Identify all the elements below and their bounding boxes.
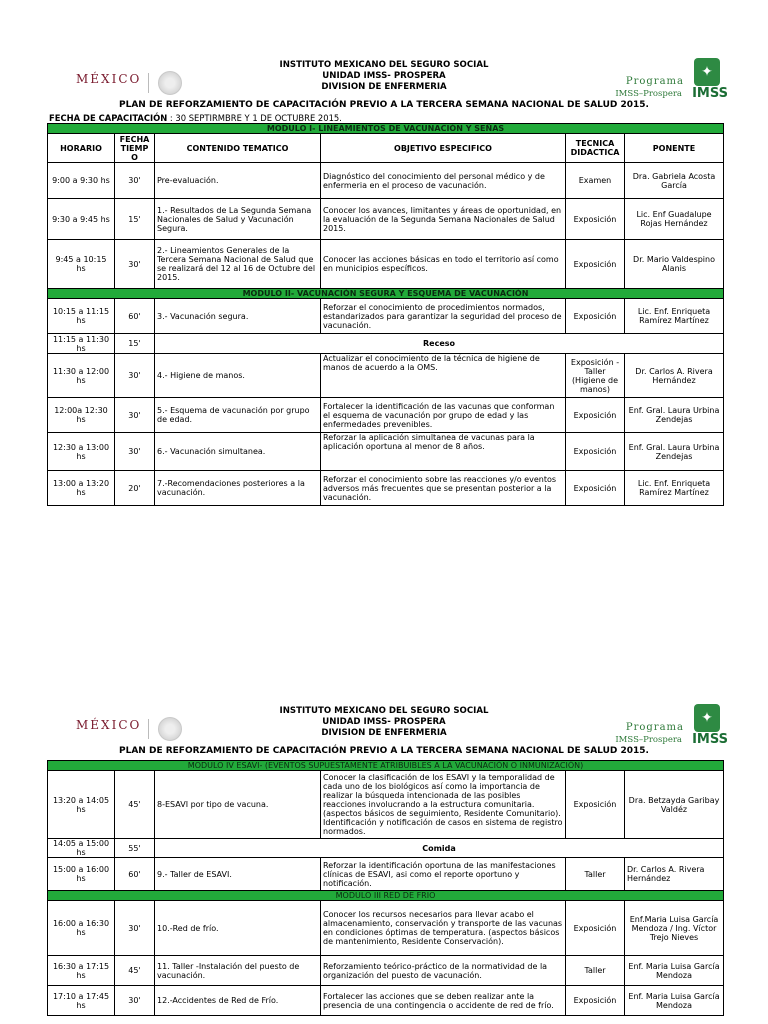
cell-contenido: 11. Taller -Instalación del puesto de vacunación. [155,956,321,986]
table-header-row [48,134,724,163]
table-row [48,163,724,199]
cell-objetivo: Reforzar el conocimiento de procedimientos normados, estandarizados para garantizar la seguridad del proceso de vacunación. [321,299,566,334]
break-row [48,839,724,858]
cell-tiempo: 30' [115,398,155,433]
cell-tiempo: 45' [115,771,155,839]
col-header-objetivo: OBJETIVO ESPECIFICO [321,134,566,163]
cell-objetivo: Reforzar la identificación oportuna de las manifestaciones clínicas de ESAVI, asi como el reporte oportuno y notificación. [321,858,566,891]
division-name: DIVISION DE ENFERMERIA [321,82,447,92]
table-row [48,354,724,398]
module-band [48,891,724,901]
cell-tiempo: 60' [115,858,155,891]
cell-horario: 15:00 a 16:00 hs [48,858,115,891]
cell-tiempo: 45' [115,956,155,986]
imss-eagle-icon: ✦ [694,704,720,732]
break-label: Comida [155,839,724,858]
cell-ponente: Enf.Maria Luisa García Mendoza / Ing. Víctor Trejo Nieves [625,901,724,956]
cell-tecnica: Taller [566,956,625,986]
module-title: MODULO IV ESAVI- (EVENTOS SUPUESTAMENTE ATRIBUIBLES A LA VACUNACIÓN O INMUNIZACIÓN) [48,761,724,771]
imss-logo-text: IMSS [692,732,728,747]
table-row [48,471,724,506]
break-label: Receso [155,334,724,354]
cell-horario: 12:30 a 13:00 hs [48,433,115,471]
cell-objetivo: Diagnóstico del conocimiento del personal médico y de enfermeria en el proceso de vacunación. [321,163,566,199]
table-row [48,986,724,1016]
imss-eagle-icon: ✦ [694,58,720,86]
institution-name: INSTITUTO MEXICANO DEL SEGURO SOCIAL [279,60,489,70]
cell-ponente: Lic. Enf. Enriqueta Ramírez Martínez [625,299,724,334]
cell-ponente: Enf. Maria Luisa García Mendoza [625,986,724,1016]
cell-tiempo: 55' [115,839,155,858]
col-header-tiempo: FECHA TIEMP O [115,134,155,163]
cell-ponente: Dra. Betzayda Garibay Valdéz [625,771,724,839]
cell-tecnica: Exposición [566,986,625,1016]
cell-tiempo: 30' [115,354,155,398]
table-row [48,771,724,839]
cell-horario: 9:45 a 10:15 hs [48,240,115,289]
division-name: DIVISION DE ENFERMERIA [321,728,447,738]
document-page-2 [0,702,768,1016]
cell-horario: 14:05 a 15:00 hs [48,839,115,858]
col-header-contenido: CONTENIDO TEMATICO [155,134,321,163]
cell-horario: 12:00a 12:30 hs [48,398,115,433]
cell-contenido: 8-ESAVI por tipo de vacuna. [155,771,321,839]
table-row [48,240,724,289]
cell-objetivo: Fortalecer la identificación de las vacunas que conforman el esquema de vacunación por grupo de edad y las enfermedades prevenibles. [321,398,566,433]
cell-objetivo: Conocer las acciones básicas en todo el territorio así como en municipios específicos. [321,240,566,289]
cell-ponente: Enf. Maria Luisa García Mendoza [625,956,724,986]
cell-tecnica: Exposición - Taller (Higiene de manos) [566,354,625,398]
cell-tiempo: 20' [115,471,155,506]
cell-contenido: 10.-Red de frío. [155,901,321,956]
cell-tiempo: 30' [115,240,155,289]
cell-objetivo: Conocer los recursos necesarios para llevar acabo el almacenamiento, conservación y transporte de las vacunas en condiciones óptimas de temperatura. (aspectos básicos de mantenimiento, Residente Conservación). [321,901,566,956]
plan-title: PLAN DE REFORZAMIENTO DE CAPACITACIÓN PREVIO A LA TERCERA SEMANA NACIONAL DE SALUD 2015. [119,746,649,756]
cell-tecnica: Exposición [566,199,625,240]
cell-tecnica: Exposición [566,299,625,334]
cell-horario: 13:20 a 14:05 hs [48,771,115,839]
cell-ponente: Dr. Mario Valdespino Alanis [625,240,724,289]
cell-tecnica: Exposición [566,901,625,956]
cell-ponente: Dr. Carlos A. Rivera Hernández [625,354,724,398]
cell-ponente: Dra. Gabriela Acosta García [625,163,724,199]
cell-ponente: Enf. Gral. Laura Urbina Zendejas [625,398,724,433]
cell-tecnica: Exposición [566,471,625,506]
unit-name: UNIDAD IMSS- PROSPERA [322,717,446,727]
cell-tiempo: 15' [115,199,155,240]
cell-tiempo: 60' [115,299,155,334]
schedule-table-page-2 [47,760,724,1016]
training-date [49,114,768,123]
cell-objetivo: Conocer los avances, limitantes y áreas de oportunidad, en la evaluación de la Segunda Semana Nacionales de Salud 2015. [321,199,566,240]
cell-tiempo: 30' [115,433,155,471]
cell-tecnica: Exposición [566,398,625,433]
cell-tecnica: Exposición [566,240,625,289]
cell-objetivo: Reforzamiento teórico-práctico de la normatividad de la organización del puesto de vacunación. [321,956,566,986]
institution-name: INSTITUTO MEXICANO DEL SEGURO SOCIAL [279,706,489,716]
module-band [48,124,724,134]
cell-ponente: Dr. Carlos A. Rivera Hernández [625,858,724,891]
cell-tecnica: Exposición [566,433,625,471]
prospera-label: IMSS–Prospera [615,735,682,745]
cell-contenido: 1.- Resultados de La Segunda Semana Nacionales de Salud y Vacunación Segura. [155,199,321,240]
cell-contenido: 5.- Esquema de vacunación por grupo de edad. [155,398,321,433]
table-row [48,199,724,240]
break-row [48,334,724,354]
cell-contenido: 7.-Recomendaciones posteriores a la vacunación. [155,471,321,506]
module-title: MODULO III RED DE FRIO [48,891,724,901]
table-row [48,433,724,471]
prospera-label: IMSS–Prospera [615,89,682,99]
cell-objetivo: Actualizar el conocimiento de la técnica de higiene de manos de acuerdo a la OMS. [321,354,566,398]
cell-contenido: 2.- Lineamientos Generales de la Tercera Semana Nacional de Salud que se realizará del 12 al 16 de Octubre del 2015. [155,240,321,289]
cell-tiempo: 30' [115,986,155,1016]
module-title: MODULO II- VACUNACIÓN SEGURA Y ESQUEMA DE VACUNACIÓN [48,289,724,299]
table-row [48,858,724,891]
cell-contenido: 4.- Higiene de manos. [155,354,321,398]
table-row [48,299,724,334]
cell-tecnica: Examen [566,163,625,199]
cell-tecnica: Taller [566,858,625,891]
schedule-table-page-1 [47,123,724,506]
cell-tiempo: 15' [115,334,155,354]
cell-horario: 11:30 a 12:00 hs [48,354,115,398]
programa-label: Programa [625,722,684,733]
cell-ponente: Enf. Gral. Laura Urbina Zendejas [625,433,724,471]
col-header-tecnica: TECNICA DIDACTICA [566,134,625,163]
cell-ponente: Lic. Enf. Enriqueta Ramírez Martínez [625,471,724,506]
programa-label: Programa [625,76,684,87]
cell-horario: 17:10 a 17:45 hs [48,986,115,1016]
table-row [48,901,724,956]
training-date-value: : 30 SEPTIRMBRE Y 1 DE OCTUBRE 2015. [167,113,342,123]
cell-horario: 9:30 a 9:45 hs [48,199,115,240]
cell-contenido: 3.- Vacunación segura. [155,299,321,334]
cell-contenido: 9.- Taller de ESAVI. [155,858,321,891]
imss-logo-text: IMSS [692,86,728,101]
cell-objetivo: Conocer la clasificación de los ESAVI y la temporalidad de cada uno de los biológicos así como la importancia de realizar la búsqueda intencionada de las posibles reacciones involucrando a la estructura comunitaria. (aspectos básicos de seguimiento, Residente Comunitario). Identificación y notificación de casos en sistema de registro normados. [321,771,566,839]
table-row [48,398,724,433]
programa-imss-prospera-logo [604,704,734,750]
cell-contenido: 6.- Vacunación simultanea. [155,433,321,471]
cell-horario: 9:00 a 9:30 hs [48,163,115,199]
module-title: MODULO I- LINEAMIENTOS DE VACUNACIÓN Y SEÑAS [48,124,724,134]
cell-horario: 16:00 a 16:30 hs [48,901,115,956]
document-page-1 [0,56,768,506]
mexico-logo-text: MÉXICO [76,718,142,732]
cell-tecnica: Exposición [566,771,625,839]
module-band [48,761,724,771]
page-header [0,56,768,100]
page-header [0,702,768,746]
cell-ponente: Lic. Enf Guadalupe Rojas Hernández [625,199,724,240]
mexico-logo-text: MÉXICO [76,72,142,86]
cell-objetivo: Reforzar la aplicación simultanea de vacunas para la aplicación oportuna al menor de 8 años. [321,433,566,471]
cell-horario: 11:15 a 11:30 hs [48,334,115,354]
cell-contenido: Pre-evaluación. [155,163,321,199]
cell-objetivo: Reforzar el conocimiento sobre las reacciones y/o eventos adversos más frecuentes que se presentan posterior a la vacunación. [321,471,566,506]
cell-horario: 10:15 a 11:15 hs [48,299,115,334]
cell-horario: 13:00 a 13:20 hs [48,471,115,506]
col-header-ponente: PONENTE [625,134,724,163]
programa-imss-prospera-logo [604,58,734,104]
table-row [48,956,724,986]
cell-contenido: 12.-Accidentes de Red de Frío. [155,986,321,1016]
cell-objetivo: Fortalecer las acciones que se deben realizar ante la presencia de una contingencia o accidente de red de frío. [321,986,566,1016]
plan-title: PLAN DE REFORZAMIENTO DE CAPACITACIÓN PREVIO A LA TERCERA SEMANA NACIONAL DE SALUD 2015. [119,100,649,110]
col-header-horario: HORARIO [48,134,115,163]
training-date-label: FECHA DE CAPACITACIÓN [49,113,168,123]
cell-horario: 16:30 a 17:15 hs [48,956,115,986]
module-band [48,289,724,299]
cell-tiempo: 30' [115,163,155,199]
unit-name: UNIDAD IMSS- PROSPERA [322,71,446,81]
cell-tiempo: 30' [115,901,155,956]
